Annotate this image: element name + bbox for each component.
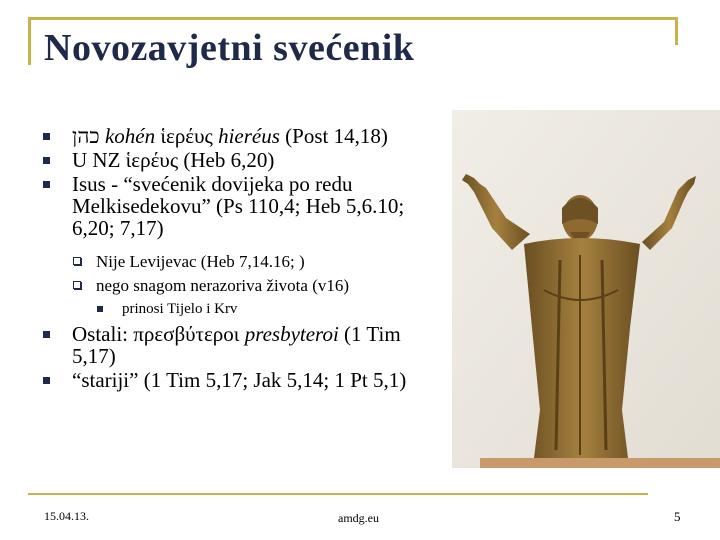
frame-top-line [28,17,678,20]
bullet-5-text: “stariji” (1 Tim 5,17; Jak 5,14; 1 Pt 5,1) [72,368,407,392]
hollow-square-bullet-icon [73,281,81,289]
frame-left-line [28,17,31,65]
spacer [40,241,440,249]
footer-site: amdg.eu [338,511,379,525]
slide-content [40,125,440,393]
slide-title: Novozavjetni svećenik [44,27,415,69]
term-presbyteroi: presbyteroi [244,322,339,346]
bullet-marker-icon [43,133,50,140]
hebrew-term: כהן [72,124,100,148]
bullet-2-text: U NZ ἱερέυς (Heb 6,20) [72,148,275,172]
term-kohen: kohén [104,124,156,148]
bullet-1 [40,125,440,147]
sub-bullet-1 [40,251,440,273]
sub-bullet-2 [40,275,440,297]
bullet-marker-icon [43,181,50,188]
footer-date: 15.04.13. [44,509,89,523]
sub-bullet-1-text: Nije Levijevac (Heb 7,14.16; ) [96,252,305,271]
sub-bullet-2-text: nego snagom nerazoriva života (v16) [96,276,350,295]
bullet-4-ref: (1 Tim 5,17) [72,322,401,368]
page-number: 5 [674,509,681,524]
bullet-marker-icon [43,377,50,384]
bullet-marker-icon [43,157,50,164]
sub-sub-bullet [40,299,440,319]
bullet-4 [40,323,440,367]
bullet-3 [40,173,440,239]
christ-statue-photo [452,110,720,468]
bullet-marker-icon [43,331,50,338]
bullet-4-greek: Ostali: πρεσβύτεροι [72,322,240,346]
small-square-bullet-icon [97,306,103,312]
greek-term: ἱερέυς [160,124,213,148]
bullet-2 [40,149,440,171]
frame-right-line [675,17,678,45]
hollow-square-bullet-icon [73,257,81,265]
bullet-3-text: Isus - “svećenik dovijeka po redu Melkisedekovu” (Ps 110,4; Heb 5,6.10; 6,20; 7,17) [72,172,405,240]
term-hiereus: hieréus [218,124,280,148]
footer-divider [28,493,648,495]
bullet-1-ref: (Post 14,18) [285,124,388,148]
sub-sub-bullet-text: prinosi Tijelo i Krv [122,301,238,317]
bullet-5 [40,369,440,391]
